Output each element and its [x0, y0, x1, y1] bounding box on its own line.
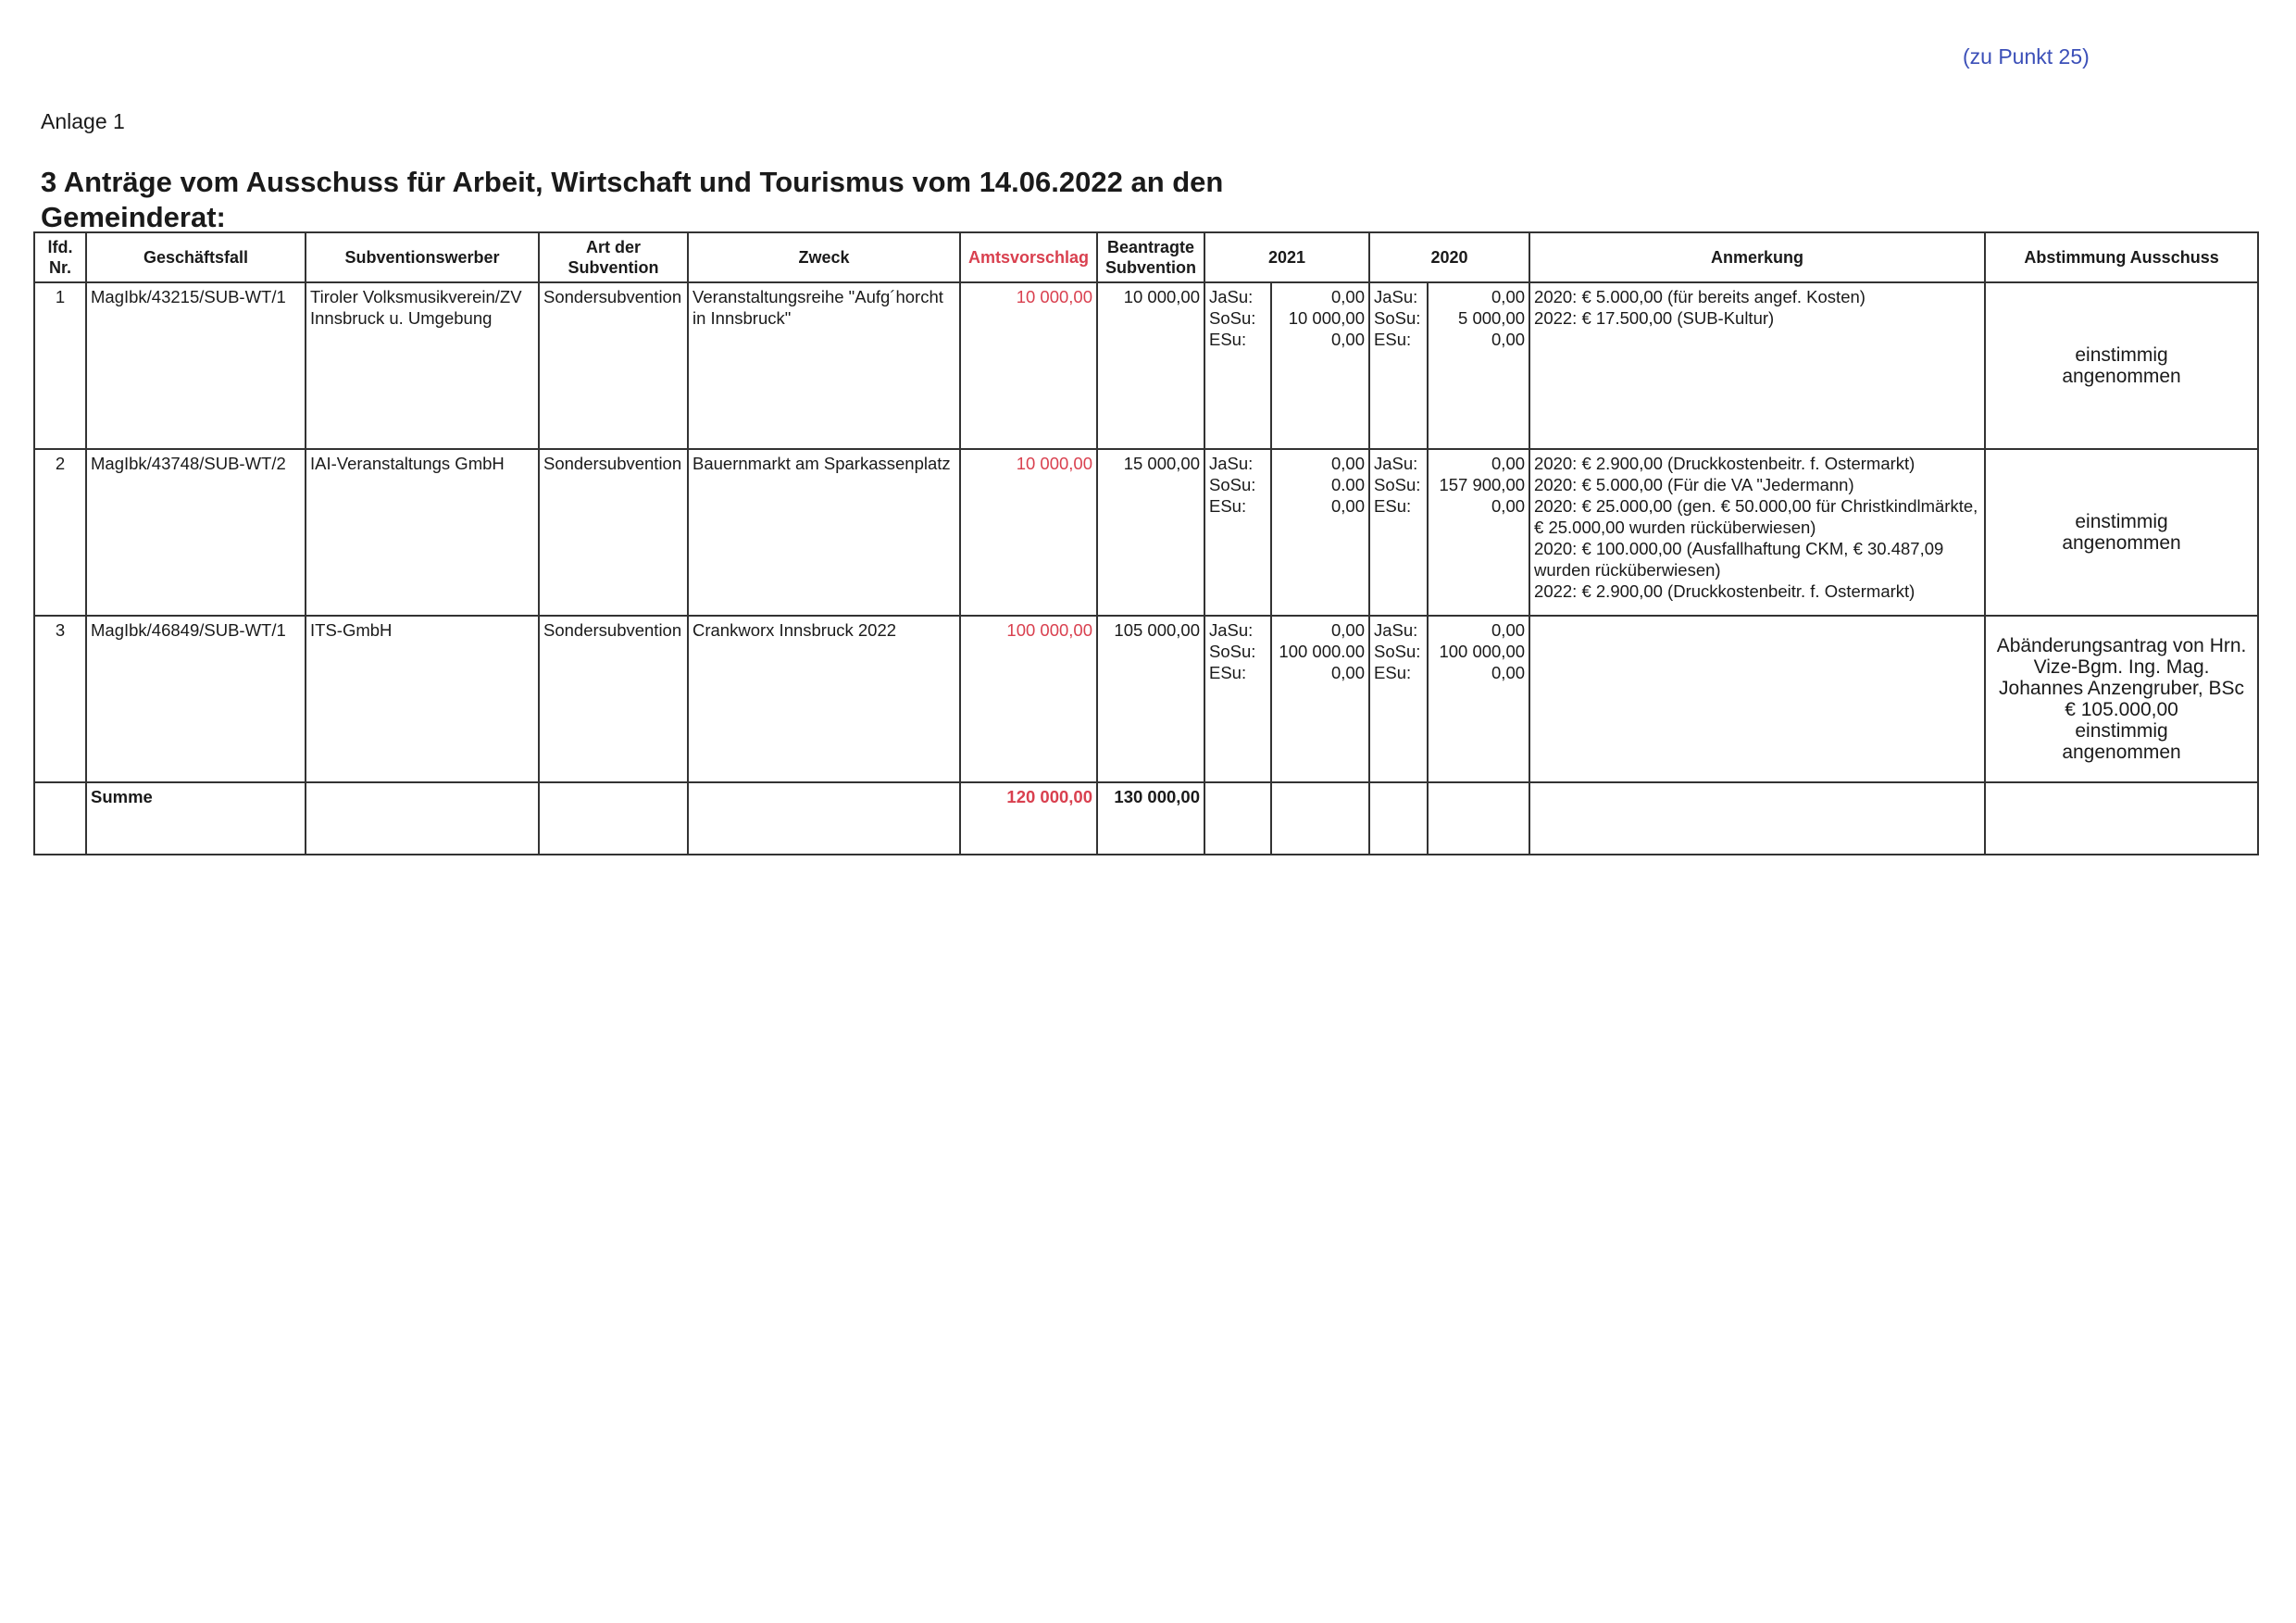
- row-nr: 1: [34, 282, 86, 449]
- row-remarks: [1529, 449, 1985, 616]
- row-2020-values-line: 100 000,00: [1439, 642, 1526, 661]
- sum-empty-cell: [1985, 782, 2258, 855]
- row-type: Sondersubvention: [539, 616, 688, 782]
- row-vote-line: Abänderungsantrag von Hrn.: [1996, 635, 2247, 656]
- row-2020-labels-line: ESu:: [1374, 330, 1412, 349]
- sum-empty-cell: [688, 782, 960, 855]
- row-vote: [1985, 449, 2258, 616]
- row-2021-labels: [1204, 282, 1271, 449]
- row-2021-labels-line: JaSu:: [1209, 454, 1254, 473]
- row-2021-labels-line: SoSu:: [1209, 308, 1256, 328]
- row-2021-labels: [1204, 616, 1271, 782]
- row-vote-line: € 105.000,00: [2065, 699, 2178, 720]
- row-vote-line: angenommen: [2062, 366, 2181, 387]
- sum-row: [34, 782, 2258, 855]
- col-header-2020: 2020: [1369, 232, 1529, 282]
- row-2020-labels-line: SoSu:: [1374, 642, 1421, 661]
- row-2021-values-line: 0,00: [1331, 454, 1366, 473]
- row-requested: 105 000,00: [1097, 616, 1204, 782]
- sum-label: Summe: [86, 782, 306, 855]
- row-remarks-line: 2020: € 5.000,00 (Für die VA "Jedermann): [1534, 475, 1854, 494]
- row-remarks-line: 2020: € 2.900,00 (Druckkostenbeitr. f. Ostermarkt): [1534, 454, 1915, 473]
- row-official-proposal: 10 000,00: [960, 449, 1097, 616]
- row-applicant: Tiroler Volksmusikverein/ZV Innsbruck u. Umgebung: [306, 282, 539, 449]
- row-2021-values-line: 0,00: [1331, 330, 1366, 349]
- table-row: [34, 616, 2258, 782]
- row-2020-labels: [1369, 449, 1428, 616]
- row-official-proposal: 100 000,00: [960, 616, 1097, 782]
- row-remarks-line: 2020: € 100.000,00 (Ausfallhaftung CKM, € 30.487,09 wurden rücküberwiesen): [1534, 539, 1944, 580]
- row-2021-labels-line: SoSu:: [1209, 642, 1256, 661]
- sum-empty-cell: [539, 782, 688, 855]
- row-vote-line: angenommen: [2062, 742, 2181, 763]
- col-header-official-proposal: Amtsvorschlag: [960, 232, 1097, 282]
- row-2021-values-line: 0,00: [1331, 663, 1366, 682]
- row-type: Sondersubvention: [539, 282, 688, 449]
- table-header-row: [34, 232, 2258, 282]
- sum-empty-cell: [1428, 782, 1529, 855]
- row-vote: [1985, 282, 2258, 449]
- row-vote-line: Vize-Bgm. Ing. Mag.: [2033, 656, 2210, 678]
- row-vote-line: einstimmig: [2075, 511, 2168, 532]
- row-requested: 10 000,00: [1097, 282, 1204, 449]
- row-2021-values-line: 0,00: [1331, 287, 1366, 306]
- row-purpose: Veranstaltungsreihe "Aufg´horcht in Innsbruck": [688, 282, 960, 449]
- row-2020-values-line: 0,00: [1491, 454, 1526, 473]
- agenda-reference: (zu Punkt 25): [1963, 44, 2090, 69]
- sum-empty-cell: [306, 782, 539, 855]
- row-vote-line: einstimmig: [2075, 720, 2168, 742]
- sum-official-proposal: 120 000,00: [960, 782, 1097, 855]
- sum-nr: [34, 782, 86, 855]
- col-header-2021: 2021: [1204, 232, 1369, 282]
- row-2021-labels-line: ESu:: [1209, 663, 1247, 682]
- col-header-nr: lfd. Nr.: [34, 232, 86, 282]
- row-remarks: [1529, 282, 1985, 449]
- row-2020-values: [1428, 282, 1529, 449]
- col-header-requested: Beantragte Subvention: [1097, 232, 1204, 282]
- document-title: 3 Anträge vom Ausschuss für Arbeit, Wirtschaft und Tourismus vom 14.06.2022 an den Gemeinderat:: [41, 166, 1224, 233]
- table-row: [34, 282, 2258, 449]
- appendix-label: Anlage 1: [41, 109, 125, 133]
- row-remarks-line: 2022: € 17.500,00 (SUB-Kultur): [1534, 308, 1775, 328]
- row-2021-values: [1271, 449, 1369, 616]
- col-header-remark: Anmerkung: [1529, 232, 1985, 282]
- row-remarks-line: 2020: € 5.000,00 (für bereits angef. Kosten): [1534, 287, 1866, 306]
- col-header-vote: Abstimmung Ausschuss: [1985, 232, 2258, 282]
- row-case: MagIbk/43748/SUB-WT/2: [86, 449, 306, 616]
- row-nr: 3: [34, 616, 86, 782]
- row-2021-values: [1271, 616, 1369, 782]
- row-2020-labels-line: SoSu:: [1374, 308, 1421, 328]
- sum-empty-cell: [1204, 782, 1271, 855]
- row-2020-labels: [1369, 616, 1428, 782]
- col-header-type: Art der Subvention: [539, 232, 688, 282]
- row-requested: 15 000,00: [1097, 449, 1204, 616]
- col-header-case: Geschäftsfall: [86, 232, 306, 282]
- row-2020-labels-line: SoSu:: [1374, 475, 1421, 494]
- row-2021-values-line: 100 000.00: [1279, 642, 1366, 661]
- row-vote: [1985, 616, 2258, 782]
- sum-empty-cell: [1271, 782, 1369, 855]
- sum-requested: 130 000,00: [1097, 782, 1204, 855]
- row-2020-values-line: 0,00: [1491, 496, 1526, 516]
- row-vote-line: angenommen: [2062, 532, 2181, 554]
- row-2021-values-line: 0,00: [1331, 620, 1366, 640]
- row-2021-values-line: 0,00: [1331, 496, 1366, 516]
- row-type: Sondersubvention: [539, 449, 688, 616]
- row-2020-values: [1428, 449, 1529, 616]
- row-2021-values: [1271, 282, 1369, 449]
- row-2020-labels-line: JaSu:: [1374, 454, 1418, 473]
- table-row: [34, 449, 2258, 616]
- row-2021-labels-line: ESu:: [1209, 330, 1247, 349]
- row-2020-values-line: 157 900,00: [1439, 475, 1526, 494]
- row-2020-values-line: 0,00: [1491, 287, 1526, 306]
- row-2021-labels-line: ESu:: [1209, 496, 1247, 516]
- row-2020-labels-line: JaSu:: [1374, 620, 1418, 640]
- row-2020-labels-line: ESu:: [1374, 663, 1412, 682]
- row-2021-labels: [1204, 449, 1271, 616]
- row-2020-labels-line: ESu:: [1374, 496, 1412, 516]
- row-2021-values-line: 10 000,00: [1288, 308, 1366, 328]
- row-2020-labels-line: JaSu:: [1374, 287, 1418, 306]
- row-remarks-line: 2020: € 25.000,00 (gen. € 50.000,00 für Christkindlmärkte, € 25.000,00 wurden rücküberwiesen): [1534, 496, 1978, 537]
- col-header-purpose: Zweck: [688, 232, 960, 282]
- col-header-applicant: Subventionswerber: [306, 232, 539, 282]
- row-2020-values-line: 0,00: [1491, 663, 1526, 682]
- row-2021-labels-line: JaSu:: [1209, 287, 1254, 306]
- subsidy-table: [33, 231, 2259, 855]
- row-2021-labels-line: JaSu:: [1209, 620, 1254, 640]
- row-applicant: ITS-GmbH: [306, 616, 539, 782]
- row-purpose: Crankworx Innsbruck 2022: [688, 616, 960, 782]
- sum-empty-cell: [1529, 782, 1985, 855]
- row-nr: 2: [34, 449, 86, 616]
- row-2021-values-line: 0.00: [1331, 475, 1366, 494]
- row-2020-labels: [1369, 282, 1428, 449]
- row-2020-values-line: 5 000,00: [1458, 308, 1526, 328]
- sum-empty-cell: [1369, 782, 1428, 855]
- row-2020-values-line: 0,00: [1491, 330, 1526, 349]
- row-vote-line: Johannes Anzengruber, BSc: [1999, 678, 2245, 699]
- row-2020-values-line: 0,00: [1491, 620, 1526, 640]
- row-remarks-line: 2022: € 2.900,00 (Druckkostenbeitr. f. Ostermarkt): [1534, 581, 1915, 601]
- row-case: MagIbk/43215/SUB-WT/1: [86, 282, 306, 449]
- row-purpose: Bauernmarkt am Sparkassenplatz: [688, 449, 960, 616]
- row-2020-values: [1428, 616, 1529, 782]
- row-2021-labels-line: SoSu:: [1209, 475, 1256, 494]
- row-case: MagIbk/46849/SUB-WT/1: [86, 616, 306, 782]
- row-remarks: [1529, 616, 1985, 782]
- row-official-proposal: 10 000,00: [960, 282, 1097, 449]
- row-applicant: IAI-Veranstaltungs GmbH: [306, 449, 539, 616]
- row-vote-line: einstimmig: [2075, 344, 2168, 366]
